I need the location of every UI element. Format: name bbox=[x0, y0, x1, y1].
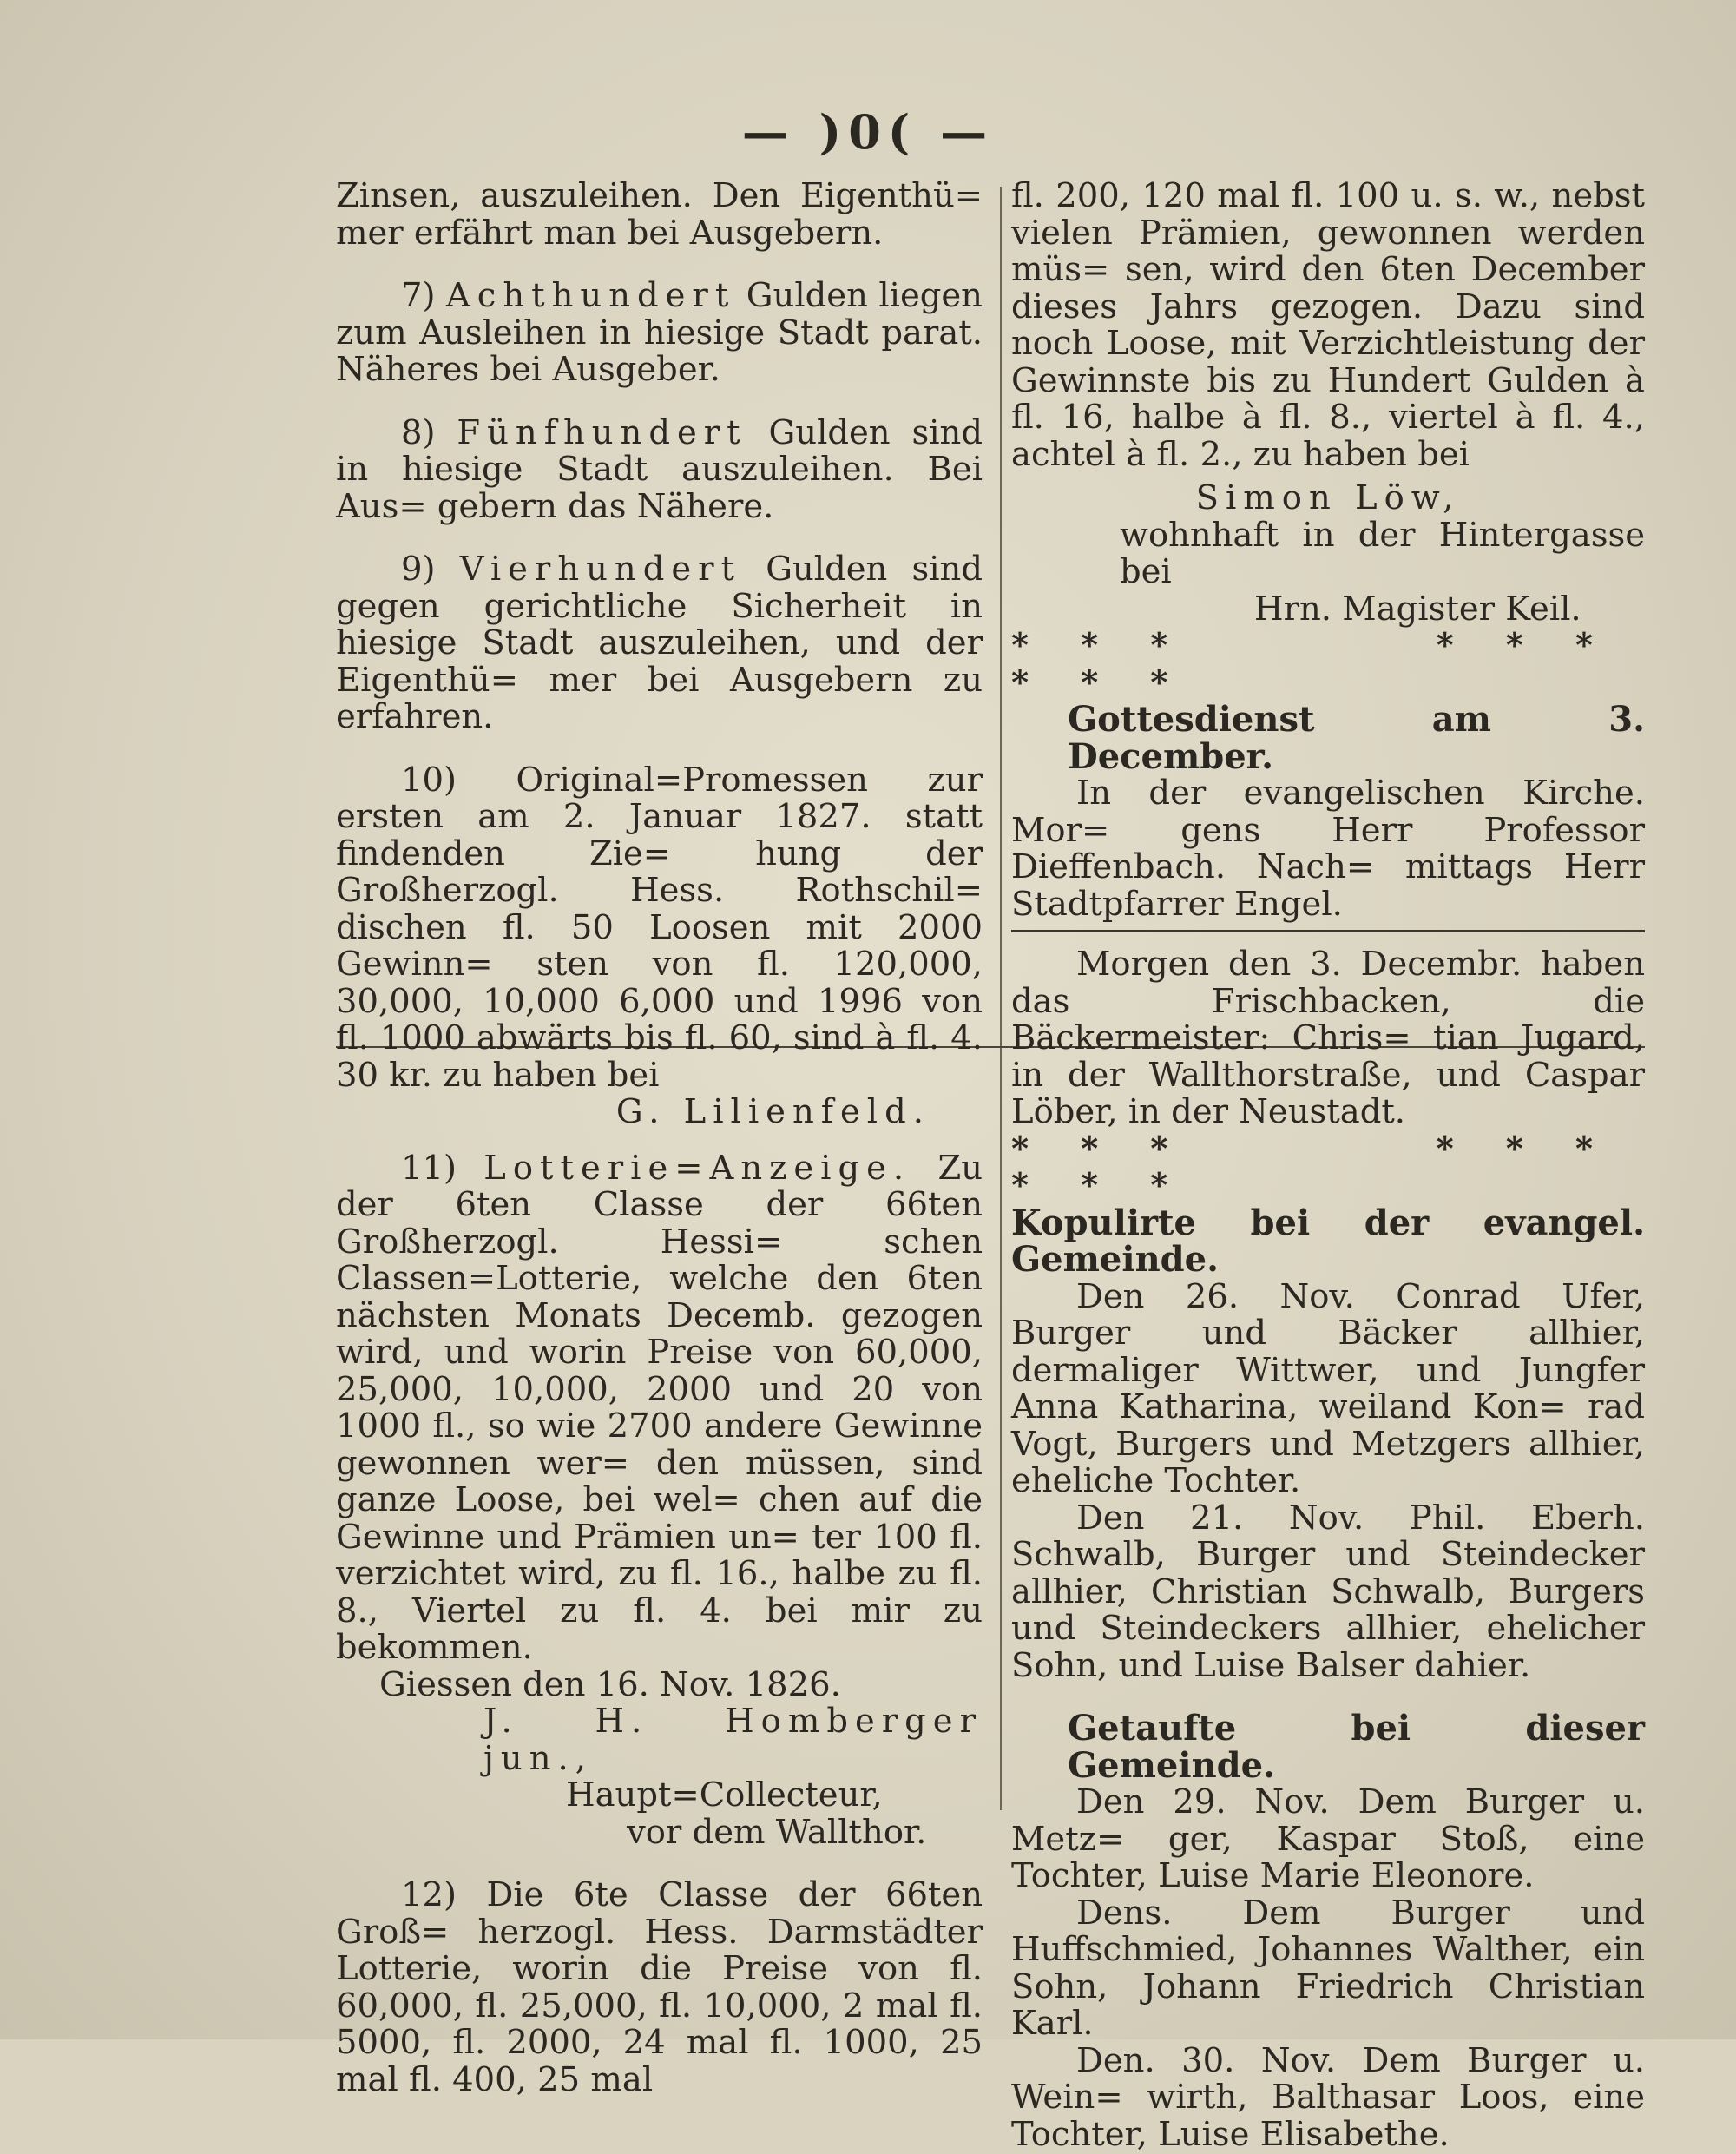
section-stars-2: *** *** *** bbox=[1011, 1129, 1645, 1205]
ad-12-signature-reference: Hrn. Magister Keil. bbox=[1254, 589, 1581, 629]
ad-8-heading: Fünfhundert bbox=[457, 412, 747, 452]
ad-9-text: Gulden sind gegen gerichtliche Sicherheit in hiesige Stadt auszuleihen, und der Eigenthü= mer bei Ausgebern zu erfahren. bbox=[336, 550, 983, 736]
ad-8-text: Gulden sind in hiesige Stadt auszuleihen. Bei Aus= gebern das Nähere. bbox=[336, 412, 983, 526]
ad-7-number: 7) bbox=[401, 276, 436, 315]
left-column bbox=[336, 178, 983, 2098]
baptized-entry-2: Dens. Dem Burger und Huffschmied, Johannes Walther, ein Sohn, Johann Friedrich Christian Karl. bbox=[1011, 1893, 1645, 2043]
ad-11-signature-address: vor dem Wallthor. bbox=[627, 1812, 927, 1852]
baptized-entry-3: Den. 30. Nov. Dem Burger u. Wein= wirth, Balthasar Loos, eine Tochter, Luise Elisabethe. bbox=[1011, 2040, 1645, 2154]
ad-10-signature: G. Lilienfeld. bbox=[615, 1092, 930, 1131]
ad-12-continuation: fl. 200, 120 mal fl. 100 u. s. w., nebst vielen Prämien, gewonnen werden müs= sen, wird den 6ten December dieses Jahrs gezogen. Dazu sind noch Loose, mit Verzichtleistung der Gewinnste bis zu Hundert Gulden à fl. 16, halbe à fl. 8., viertel à fl. 4., achtel à fl. 2., zu haben bei bbox=[1011, 176, 1645, 474]
ad-7-heading: Achthundert bbox=[445, 276, 736, 315]
ad-8 bbox=[336, 412, 983, 526]
ad-11 bbox=[336, 1150, 983, 1667]
ad-12-signature-name: Simon Löw, bbox=[1195, 478, 1461, 517]
ad-11-place-date: Giessen den 16. Nov. 1826. bbox=[379, 1664, 841, 1704]
ad-9-heading: Vierhundert bbox=[459, 550, 742, 589]
baptized-heading: Getaufte bei dieser Gemeinde. bbox=[1068, 1708, 1645, 1786]
ad-9 bbox=[336, 551, 983, 736]
page-number-header: — )0( — bbox=[741, 104, 995, 160]
ad-7-text: Gulden liegen zum Ausleihen in hiesige Stadt parat. Näheres bei Ausgeber. bbox=[336, 276, 983, 389]
ad-11-number: 11) bbox=[401, 1148, 457, 1188]
ad-12-signature-address: wohnhaft in der Hintergasse bei bbox=[1120, 515, 1645, 591]
ad-11-signature-title: Haupt=Collecteur, bbox=[566, 1775, 883, 1815]
bakers-notice: Morgen den 3. Decembr. haben das Frischbacken, die Bäckermeister: Chris= tian Jugard, in der Wallthorstraße, und Caspar Löber, in der Neustadt. bbox=[1011, 945, 1645, 1131]
ad-11-signature-name: J. H. Homberger jun., bbox=[483, 1702, 983, 1778]
ad-11-text: Zu der 6ten Classe der 66ten Großherzogl. Hessi= schen Classen=Lotterie, welche den 6ten nächsten Monats Decemb. gezogen wird, und worin Preise von 60,000, 25,000, 10,000, 2000 und 20 von 1000 fl., so wie 2700 andere Gewinne gewonnen wer= den müssen, sind ganze Loose, bei wel= chen auf die Gewinne und Prämien un= ter 100 fl. verzichtet wird, zu fl. 16., halbe zu fl. 8., Viertel zu fl. 4. bei mir zu bekommen. bbox=[336, 1148, 983, 1667]
ad-11-heading: Lotterie=Anzeige. bbox=[483, 1148, 911, 1188]
baptized-entry-1: Den 29. Nov. Dem Burger u. Metz= ger, Kaspar Stoß, eine Tochter, Luise Marie Eleonore. bbox=[1011, 1782, 1645, 1895]
service-heading: Gottesdienst am 3. December. bbox=[1068, 699, 1645, 777]
section-stars: *** *** *** bbox=[1011, 626, 1645, 702]
married-entry-2: Den 21. Nov. Phil. Eberh. Schwalb, Burger und Steindecker allhier, Christian Schwalb, Burgers und Steindeckers allhier, ehelicher Sohn, und Luise Balser dahier. bbox=[1011, 1498, 1645, 1685]
service-rule bbox=[1011, 930, 1645, 932]
married-entry-1: Den 26. Nov. Conrad Ufer, Burger und Bäcker allhier, dermaliger Wittwer, und Jungfer Anna Katharina, weiland Kon= rad Vogt, Burgers und Metzgers allhier, eheliche Tochter. bbox=[1011, 1276, 1645, 1500]
ad-8-number: 8) bbox=[401, 412, 436, 452]
column-divider bbox=[1000, 187, 1002, 1810]
ad-7 bbox=[336, 278, 983, 389]
ad-10: 10) Original=Promessen zur ersten am 2. Januar 1827. statt findenden Zie= hung der Großherzogl. Hess. Rothschil= dischen fl. 50 Loosen mit 2000 Gewinn= sten von fl. 120,000, 30,000, 10,000 6,000 und 1996 von fl. 1000 abwärts bis fl. 60, sind à fl. 4. 30 kr. zu haben bei bbox=[336, 760, 983, 1095]
ad-6-continuation: Zinsen, auszuleihen. Den Eigenthü= mer erfährt man bei Ausgebern. bbox=[336, 176, 983, 253]
ad-9-number: 9) bbox=[401, 550, 436, 589]
ad-12: 12) Die 6te Classe der 66ten Groß= herzogl. Hess. Darmstädter Lotterie, worin die Preise von fl. 60,000, fl. 25,000, fl. 10,000, 2 mal fl. 5000, fl. 2000, 24 mal fl. 1000, 25 mal fl. 400, 25 mal bbox=[336, 1875, 983, 2099]
married-heading: Kopulirte bei der evangel. Gemeinde. bbox=[1011, 1202, 1645, 1280]
right-column bbox=[1011, 178, 1645, 2153]
service-text: In der evangelischen Kirche. Mor= gens Herr Professor Dieffenbach. Nach= mittags Herr Stadtpfarrer Engel. bbox=[1011, 774, 1645, 924]
